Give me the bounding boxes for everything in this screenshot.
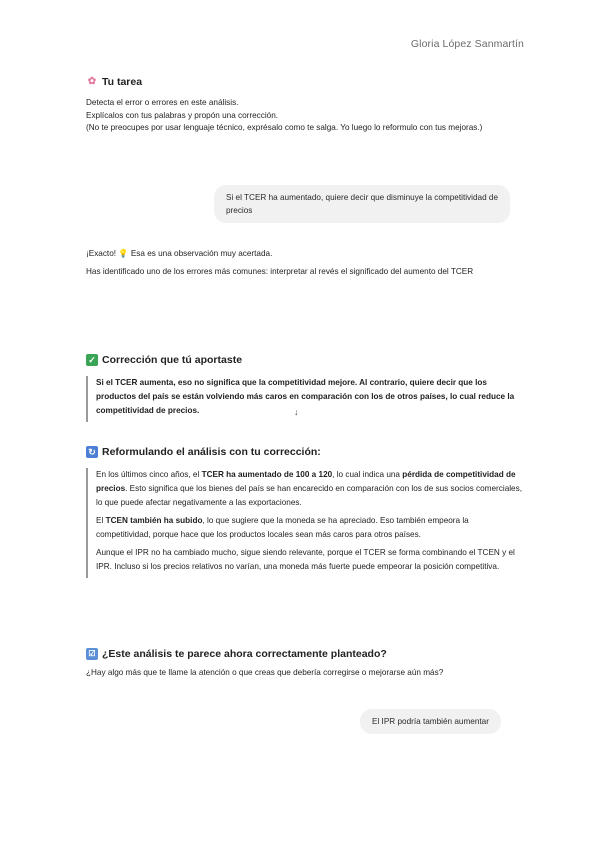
reformulation-paragraph-3: Aunque el IPR no ha cambiado mucho, sigue siendo relevante, porque el TCER se forma combinando el TCEN y el IPR. Incluso si los precios relativos no varían, una moneda más fuerte puede empeorar la posición competitiva. <box>96 547 515 571</box>
refresh-icon: ↻ <box>86 446 98 458</box>
lightbulb-icon: 💡 <box>118 249 129 258</box>
assistant-feedback <box>86 248 516 278</box>
reformulation-paragraph-2: El TCEN también ha subido, lo que sugiere que la moneda se ha apreciado. Eso también empeora la competitividad, porque hace que los productos locales sean más caros para otros países. <box>96 515 469 539</box>
user-message-text: Si el TCER ha aumentado, quiere decir que disminuye la competitividad de precios <box>226 193 499 216</box>
task-line-3: (No te preocupes por usar lenguaje técnico, exprésalo como te salga. Yo luego lo reformulo con tus mejoras.) <box>86 123 483 133</box>
reformulation-heading <box>86 444 321 460</box>
reformulation-paragraph-1: En los últimos cinco años, el TCER ha aumentado de 100 a 120, lo cual indica una pérdida de competitividad de precios. Esto significa que los bienes del país se han encarecido en comparación con los de sus socios comerciales, lo que puede afectar negativamente a las exportaciones. <box>96 470 522 507</box>
question-text: ¿Hay algo más que te llame la atención o que creas que debería corregirse o mejorarse aún más? <box>86 668 444 677</box>
task-instructions <box>86 97 516 135</box>
task-line-1: Detecta el error o errores en este análisis. <box>86 98 239 107</box>
scroll-down-icon[interactable]: ↓ <box>294 407 299 417</box>
correction-text: Si el TCER aumenta, eso no significa que la competitividad mejore. Al contrario, quiere decir que los productos del país se están volviendo más caros en comparación con los de otros países, lo cual reduce la competitividad de precios. <box>96 378 515 415</box>
question-text-block <box>86 667 516 680</box>
correction-quote <box>86 376 524 422</box>
feedback-exclaim: ¡Exacto! <box>86 249 117 258</box>
user-message-bubble <box>214 185 510 223</box>
correction-heading <box>86 352 242 368</box>
feedback-line-2: Has identificado uno de los errores más comunes: interpretar al revés el significado del aumento del TCER <box>86 266 474 276</box>
user-message-2-text: El IPR podría también aumentar <box>372 717 489 726</box>
user-message-bubble-2 <box>360 709 501 734</box>
reformulation-quote <box>86 468 524 578</box>
task-heading <box>86 74 142 90</box>
task-title: Tu tarea <box>102 76 143 88</box>
task-line-2: Explícalos con tus palabras y propón una corrección. <box>86 110 279 120</box>
brain-icon: ✿ <box>87 76 97 88</box>
correction-title: Corrección que tú aportaste <box>102 354 243 366</box>
ballot-box-icon: ☑ <box>86 648 98 660</box>
feedback-rest: Esa es una observación muy acertada. <box>130 249 273 258</box>
question-title: ¿Este análisis te parece ahora correctamente planteado? <box>102 648 387 660</box>
question-heading <box>86 646 387 662</box>
reformulation-title: Reformulando el análisis con tu corrección: <box>102 446 321 458</box>
author-name: Gloria López Sanmartín <box>410 38 524 50</box>
check-icon: ✓ <box>86 354 98 366</box>
